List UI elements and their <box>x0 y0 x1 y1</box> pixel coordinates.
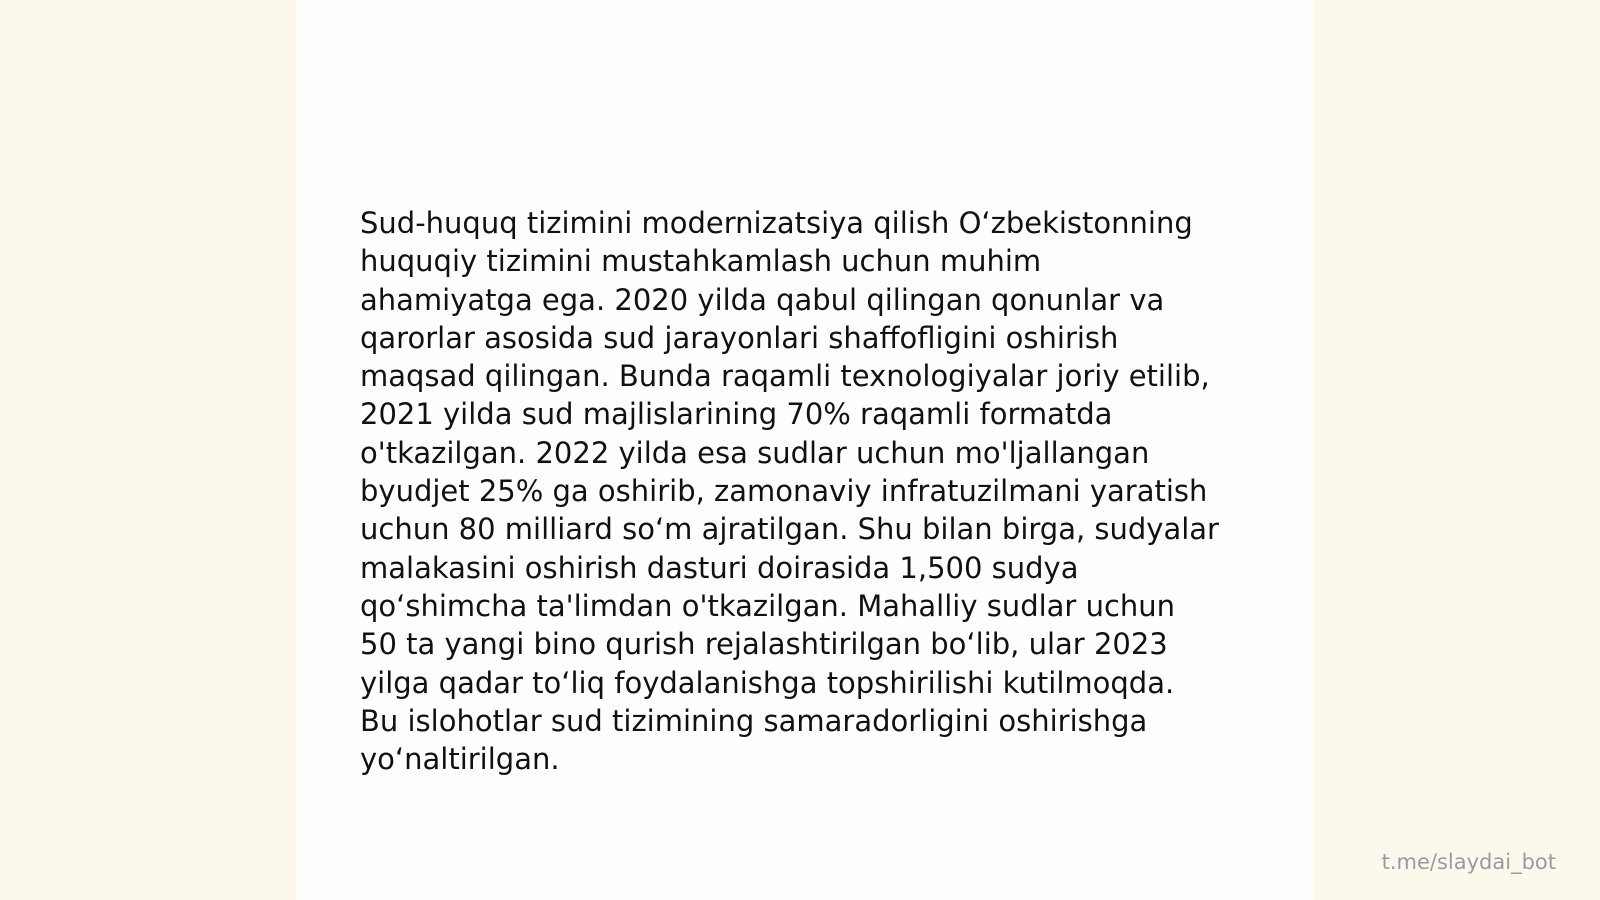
slide-body-text: Sud-huquq tizimini modernizatsiya qilish O‘zbekistonning huquqiy tizimini mustahkamlash uchun muhim ahamiyatga ega. 2020 yilda qabul qilingan qonunlar va qarorlar asosida sud jarayonlari shaffofligini oshirish maqsad qilingan. Bunda raqamli texnologiyalar joriy etilib, 2021 yilda sud majlislarining 70% raqamli formatda o'tkazilgan. 2022 yilda esa sudlar uchun mo'ljallangan byudjet 25% ga oshirib, zamonaviy infratuzilmani yaratish uchun 80 milliard so‘m ajratilgan. Shu bilan birga, sudyalar malakasini oshirish dasturi doirasida 1,500 sudya qo‘shimcha ta'limdan o'tkazilgan. Mahalliy sudlar uchun 50 ta yangi bino qurish rejalashtirilgan bo‘lib, ular 2023 yilga qadar to‘liq foydalanishga topshirilishi kutilmoqda. Bu islohotlar sud tizimining samaradorligini oshirishga yo‘naltirilgan. <box>360 206 1219 777</box>
watermark-text: t.me/slaydai_bot <box>1381 850 1556 874</box>
slide-panel <box>296 0 1314 900</box>
